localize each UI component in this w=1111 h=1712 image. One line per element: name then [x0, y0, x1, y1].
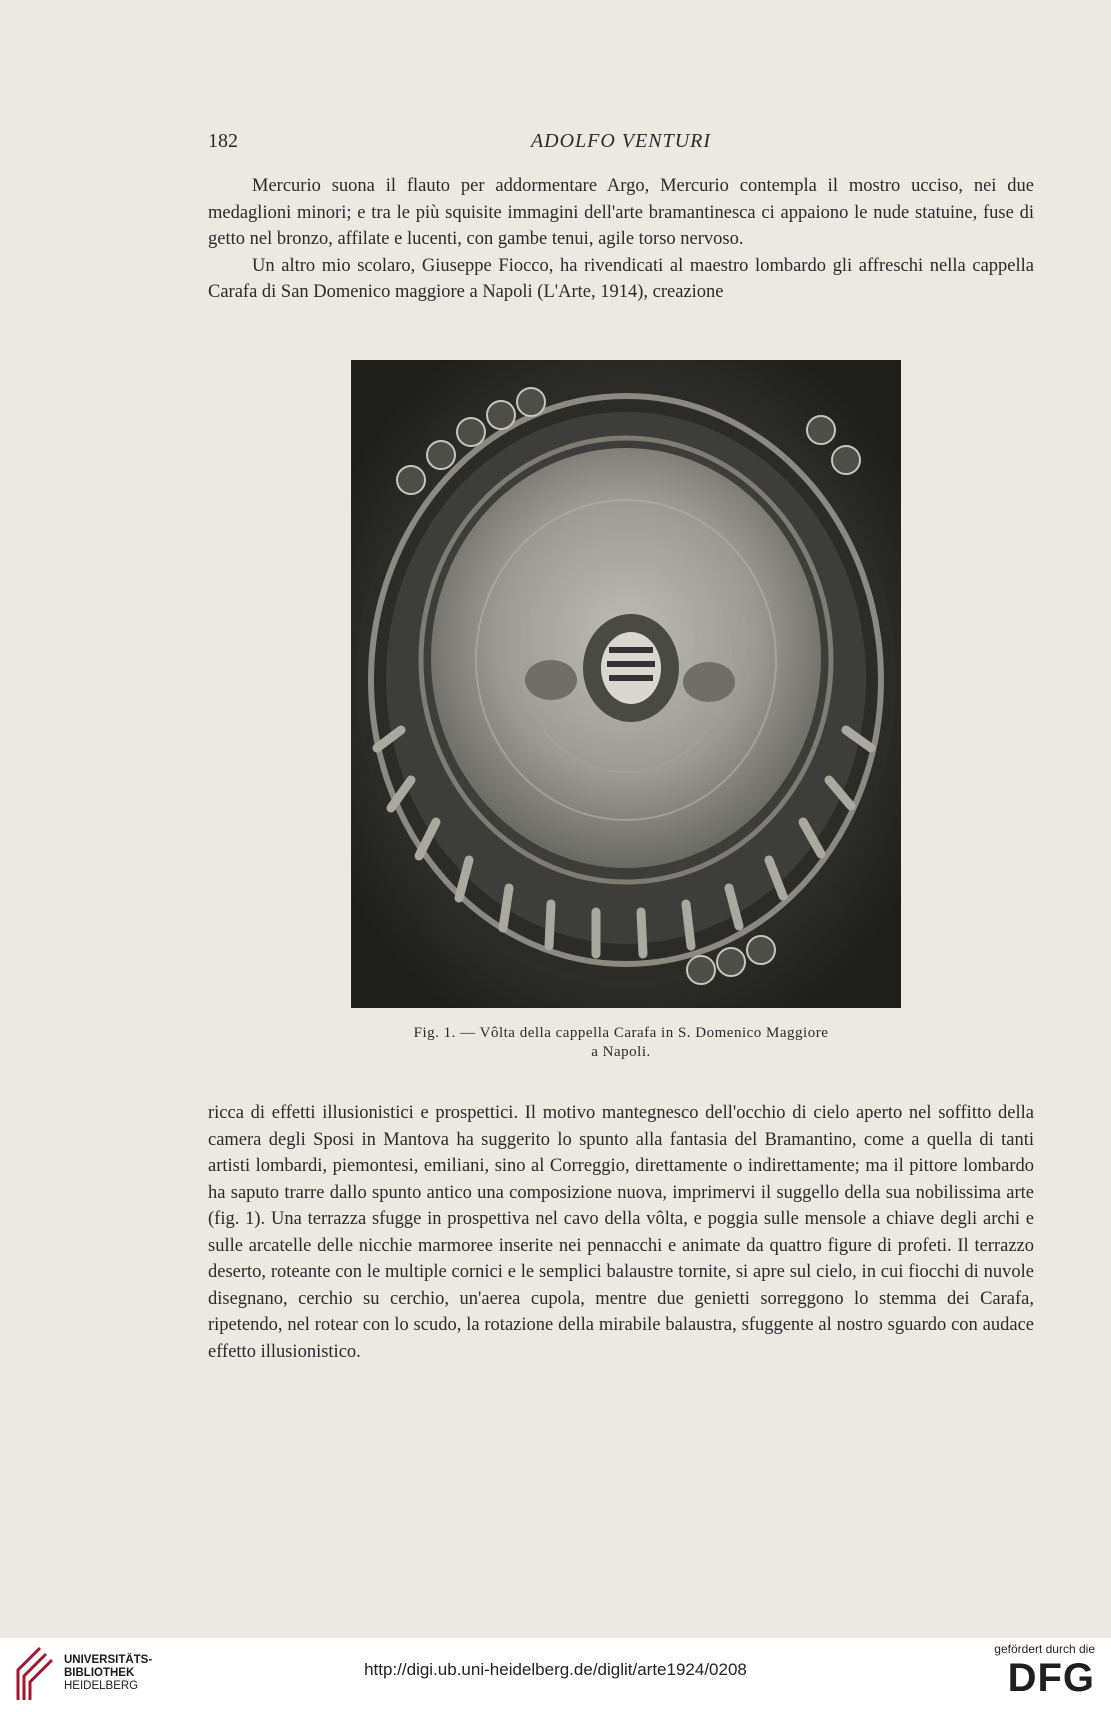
- figure-caption: [208, 1024, 1034, 1062]
- caption-line: Fig. 1. — Vôlta della cappella Carafa in S. Domenico Maggiore: [413, 1025, 829, 1041]
- funding-credit: [955, 1642, 1095, 1700]
- library-name: UNIVERSITÄTS- BIBLIOTHEK HEIDELBERG: [64, 1654, 153, 1692]
- paragraph: Un altro mio scolaro, Giuseppe Fiocco, ha rivendicati al maestro lombardo gli affreschi nella cappella Carafa di San Domenico maggiore a Napoli (L'Arte, 1914), creazione: [208, 255, 1034, 302]
- page-number: 182: [208, 130, 238, 152]
- paragraph: ricca di effetti illusionistici e prospettici. Il motivo mantegnesco dell'occhio di cielo aperto nel soffitto della camera degli Sposi in Mantova ha suggerito lo spunto alla fantasia del Bramantino, come a quella di tanti artisti lombardi, piemontesi, emiliani, sino al Correggio, direttamente o indirettamente; ma il pittore lombardo ha saputo trarre dallo spunto antico una composizione nuova, imprimervi il suggello della sua nobilissima arte (fig. 1). Una terrazza sfugge in prospettiva nel cavo della vôlta, e poggia sulle mensole a chiave degli archi e sulle arcatelle delle nicchie marmoree inserite nei pennacchi e animate da quattro figure di profeti. Il terrazzo deserto, roteante con le multiple cornici e le semplici balaustre tornite, si apre sul cielo, in cui fiocchi di nuvole disegnano, cerchio su cerchio, un'aerea cupola, mentre due genietti sorreggono lo stemma dei Carafa, ripetendo, nel rotear con lo scudo, la rotazione della mirabile balaustra, sfuggente al nostro sguardo con audace effetto illusionistico.: [208, 1103, 1034, 1362]
- permalink[interactable]: http://digi.ub.uni-heidelberg.de/diglit/arte1924/0208: [364, 1660, 747, 1679]
- caption-line: a Napoli.: [591, 1044, 651, 1060]
- paragraph: Mercurio suona il flauto per addormentare Argo, Mercurio contempla il mostro ucciso, nei due medaglioni minori; e tra le più squisite immagini dell'arte bramantinesca ci appaiono le nude statuine, fuse di getto nel bronzo, affilate e lucenti, con gambe tenui, agile torso nervoso.: [208, 176, 1034, 249]
- page-header: [208, 130, 1034, 160]
- dfg-logo: DFG: [1007, 1656, 1095, 1700]
- putto-right: [683, 662, 735, 702]
- funding-label: gefördert durch die: [994, 1642, 1095, 1656]
- vault-illustration: [351, 360, 901, 1008]
- text-block-top: [208, 173, 1034, 306]
- putto-left: [525, 660, 577, 700]
- running-head: ADOLFO VENTURI: [530, 130, 712, 152]
- digitization-footer: [0, 1638, 1111, 1712]
- figure-vault-photo: [351, 360, 901, 1008]
- text-block-bottom: [208, 1100, 1034, 1365]
- carafa-coat-of-arms: [583, 614, 679, 722]
